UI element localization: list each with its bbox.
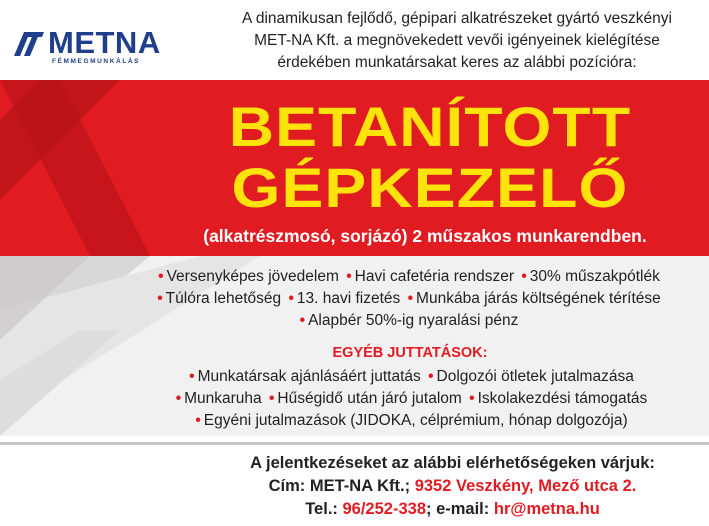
benefit-item: Munkába járás költségének térítése — [416, 290, 661, 307]
phone-link[interactable]: 96/252-338 — [342, 500, 426, 518]
other-item: Hűségidő után járó jutalom — [277, 390, 462, 407]
benefit-item: 30% műszakpótlék — [529, 268, 660, 285]
other-item: Iskolakezdési támogatás — [477, 390, 648, 407]
footer-divider — [0, 442, 709, 445]
bullet-icon: • — [469, 390, 475, 407]
other-benefits-title: EGYÉB JUTTATÁSOK: — [332, 345, 488, 361]
position-title-line1: BETANÍTOTT — [228, 95, 632, 158]
bullet-icon: • — [521, 268, 527, 285]
other-row — [120, 388, 700, 410]
contact-phone-email — [200, 498, 705, 521]
bullet-icon: • — [407, 290, 414, 307]
intro-line: MET-NA Kft. a megnövekedett vevői igényeinek kielégítése — [254, 32, 660, 49]
logo-tagline: FÉMMEGMUNKÁLÁS — [52, 58, 141, 65]
contact-info — [200, 452, 705, 521]
bullet-icon: • — [189, 368, 195, 385]
bullet-icon: • — [299, 312, 306, 329]
benefits-row — [110, 288, 705, 310]
metna-logo — [12, 25, 162, 68]
bullet-icon: • — [175, 390, 182, 407]
bullet-icon: • — [195, 412, 201, 429]
benefit-item: Versenyképes jövedelem — [166, 268, 339, 285]
intro-line: A dinamikusan fejlődő, gépipari alkatrészeket gyártó veszkényi — [242, 10, 672, 27]
bullet-icon: • — [157, 290, 163, 307]
email-link[interactable]: hr@metna.hu — [493, 500, 600, 518]
contact-intro: A jelentkezéseket az alábbi elérhetőségeken várjuk: — [250, 454, 655, 472]
contact-address — [200, 475, 705, 498]
logo-name: METNA — [48, 25, 161, 60]
benefits-row — [110, 310, 705, 332]
benefits-list — [110, 266, 705, 332]
bullet-icon: • — [288, 290, 294, 307]
email-label: ; e-mail: — [426, 500, 490, 518]
bullet-icon: • — [346, 268, 352, 285]
intro-line: érdekében munkatársakat keres az alábbi pozícióra: — [277, 54, 637, 71]
bullet-icon: • — [158, 268, 164, 285]
other-item: Munkaruha — [184, 390, 262, 407]
other-item: Egyéni jutalmazások (JIDOKA, célprémium, hónap dolgozója) — [203, 412, 628, 429]
bullet-icon: • — [268, 390, 275, 407]
benefits-row — [110, 266, 705, 288]
bullet-icon: • — [428, 368, 434, 385]
position-title-line2: GÉPKEZELŐ — [231, 156, 629, 219]
other-item: Munkatársak ajánlásáért juttatás — [197, 368, 421, 385]
other-row — [120, 410, 700, 432]
benefit-item: Alapbér 50%-ig nyaralási pénz — [308, 312, 519, 329]
other-row — [120, 366, 700, 388]
benefit-item: Túlóra lehetőség — [165, 290, 282, 307]
other-item: Dolgozói ötletek jutalmazása — [436, 368, 634, 385]
intro-text — [212, 8, 702, 74]
phone-label: Tel.: — [305, 500, 338, 518]
logo-mark-icon — [12, 28, 46, 60]
benefit-item: 13. havi fizetés — [296, 290, 401, 307]
benefit-item: Havi cafetéria rendszer — [354, 268, 515, 285]
address-value: 9352 Veszkény, Mező utca 2. — [414, 477, 637, 495]
position-subtitle: (alkatrészmosó, sorjázó) 2 műszakos munkarendben. — [203, 226, 647, 246]
other-benefits-list — [120, 366, 700, 432]
address-label: Cím: MET-NA Kft.; — [268, 477, 411, 495]
